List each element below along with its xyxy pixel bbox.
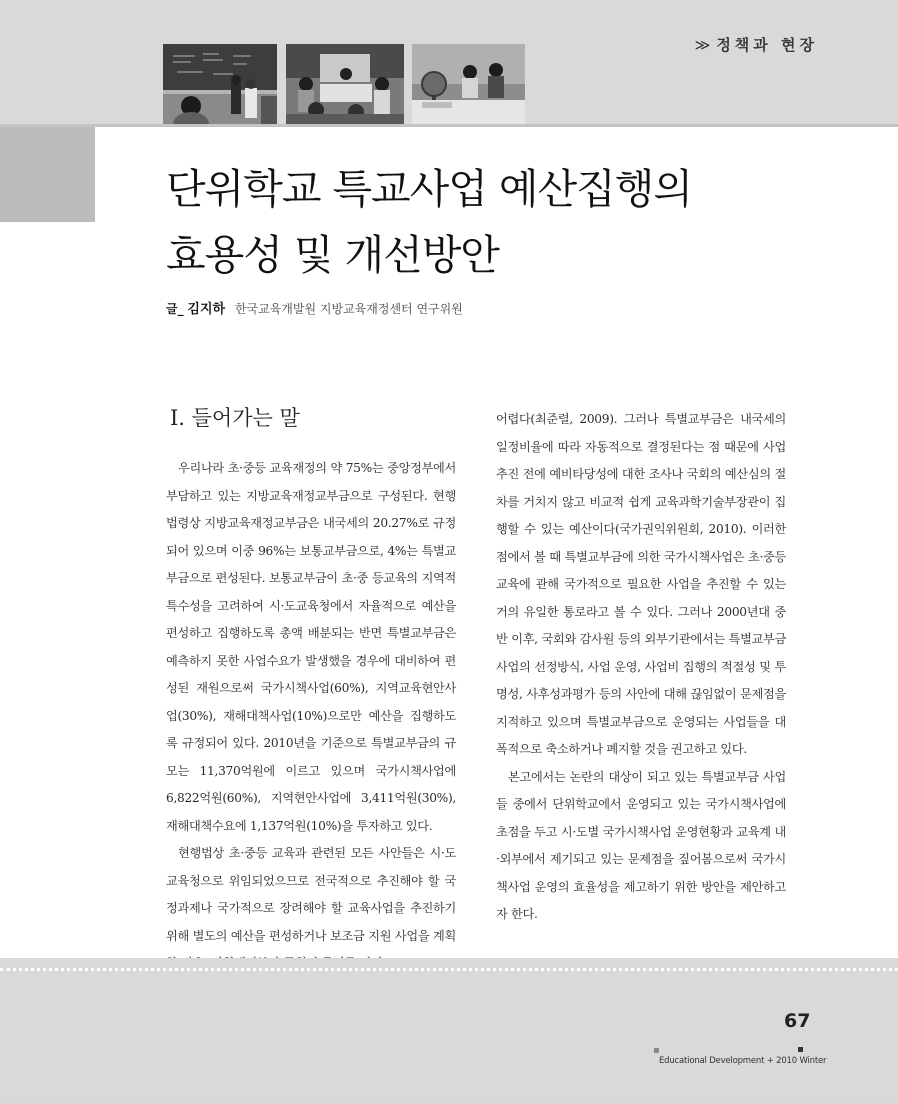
square-bullet-icon	[798, 1047, 803, 1052]
paragraph: 우리나라 초·중등 교육재정의 약 75%는 중앙정부에서 부담하고 있는 지방교육재정교부금으로 구성된다. 현행 법령상 지방교육재정교부금은 내국세의 20.27%로 규정되어 있으며 이중 96%는 보통교부금으로, 4%는 특별교부금으로 편성된다. 보통교부금이 초·중 등교육의 지역적 특수성을 고려하여 시·도교육청에서 자율적으로 예산을 편성하고 집행하도록 총액 배분되는 반면 특별교부금은 예측하지 못한 사업수요가 발생했을 경우에 대비하여 편성된 재원으로써 국가시책사업(60%), 지역교육현안사업(30%), 재해대책사업(10%)으로만 예산을 집행하도록 규정되어 있다. 2010년을 기준으로 특별교부금의 규모는 11,370억원에 이르고 있으며 국가시책사업에 6,822억원(60%), 지역현안사업에 3,411억원(30%), 재해대책수요에 1,137억원(10%)을 투자하고 있다.	[166, 461, 456, 833]
dotted-divider	[0, 968, 898, 971]
section-label: 정책과 현장	[716, 36, 818, 54]
double-chevron-icon: ≫	[694, 36, 711, 54]
paragraph: 본고에서는 논란의 대상이 되고 있는 특별교부금 사업들 중에서 단위학교에서 운영되고 있는 국가시책사업에 초점을 두고 시·도별 국가시책사업 운영현황과 교육계 내·외부에서 제기되고 있는 문제점을 짚어봄으로써 국가시책사업 운영의 효율성을 제고하기 위한 방안을 제안하고자 한다.	[496, 769, 786, 921]
title-line-1: 단위학교 특교사업 예산집행의	[166, 165, 692, 213]
paragraph: 현행법상 초·중등 교육과 관련된 모든 사안들은 시·도교육청으로 위임되었으므로 전국적으로 추진해야 할 국정과제나 국가적으로 장려해야 할 교육사업을 추진하기 위해 별도의 예산을 편성하거나 보조금 지원 사업을 계획	[166, 846, 456, 943]
body-column-left	[166, 455, 456, 978]
footer-band	[0, 958, 898, 1103]
section-heading: Ⅰ. 들어가는 말	[170, 406, 300, 430]
paragraph: 어렵다(최준렬, 2009). 그러나 특별교부금은 내국세의 일정비율에 따라 자동적으로 결정된다는 점 때문에 사업추진 전에 예비타당성에 대한 조사나 국회의 예산심의 절차를 거치지 않고 비교적 쉽게 교육과학기술부장관이 집행할 수 있는 예산이다(국가권익위원회, 2010). 이러한 점에서 볼 때 특별교부금에 의한 국가시책사업은 초·중등 교육에 관해 국가적으로 필요한 사업을 추진할 수 있는 거의 유일한 통로라고 볼 수 있다. 그러나 2000년대 중반 이후, 국회와 감사원 등의 외부기관에서는 특별교부금 사업의 선정방식, 사업 운영, 사업비 집행의 적절성 및 투명성, 사후성과평가 등의 사안에 대해 끊임없이 문제점을 지적하고 있으며 특별교부금으로 운영되는 사업들을 대폭적으로 축소하거나 폐지할 것을 권고하고 있다.	[496, 412, 786, 756]
article-title	[166, 156, 692, 288]
page-number: 67	[784, 1010, 811, 1032]
header-divider	[0, 124, 898, 127]
decorative-block	[0, 127, 95, 222]
byline	[166, 298, 463, 317]
author-name: 김지하	[187, 302, 226, 317]
classroom-photo-2	[286, 44, 404, 124]
author-affiliation: 한국교육개발원 지방교육재정센터 연구위원	[234, 302, 463, 316]
body-column-right	[496, 406, 786, 929]
classroom-photo-1	[163, 44, 277, 124]
classroom-photo-3	[412, 44, 525, 124]
title-line-2: 효용성 및 개선방안	[166, 231, 499, 279]
byline-prefix: 글_	[166, 302, 184, 316]
publication-footer: Educational Development + 2010 Winter	[659, 1056, 827, 1066]
square-bullet-icon	[654, 1048, 659, 1053]
section-tag	[695, 34, 818, 55]
